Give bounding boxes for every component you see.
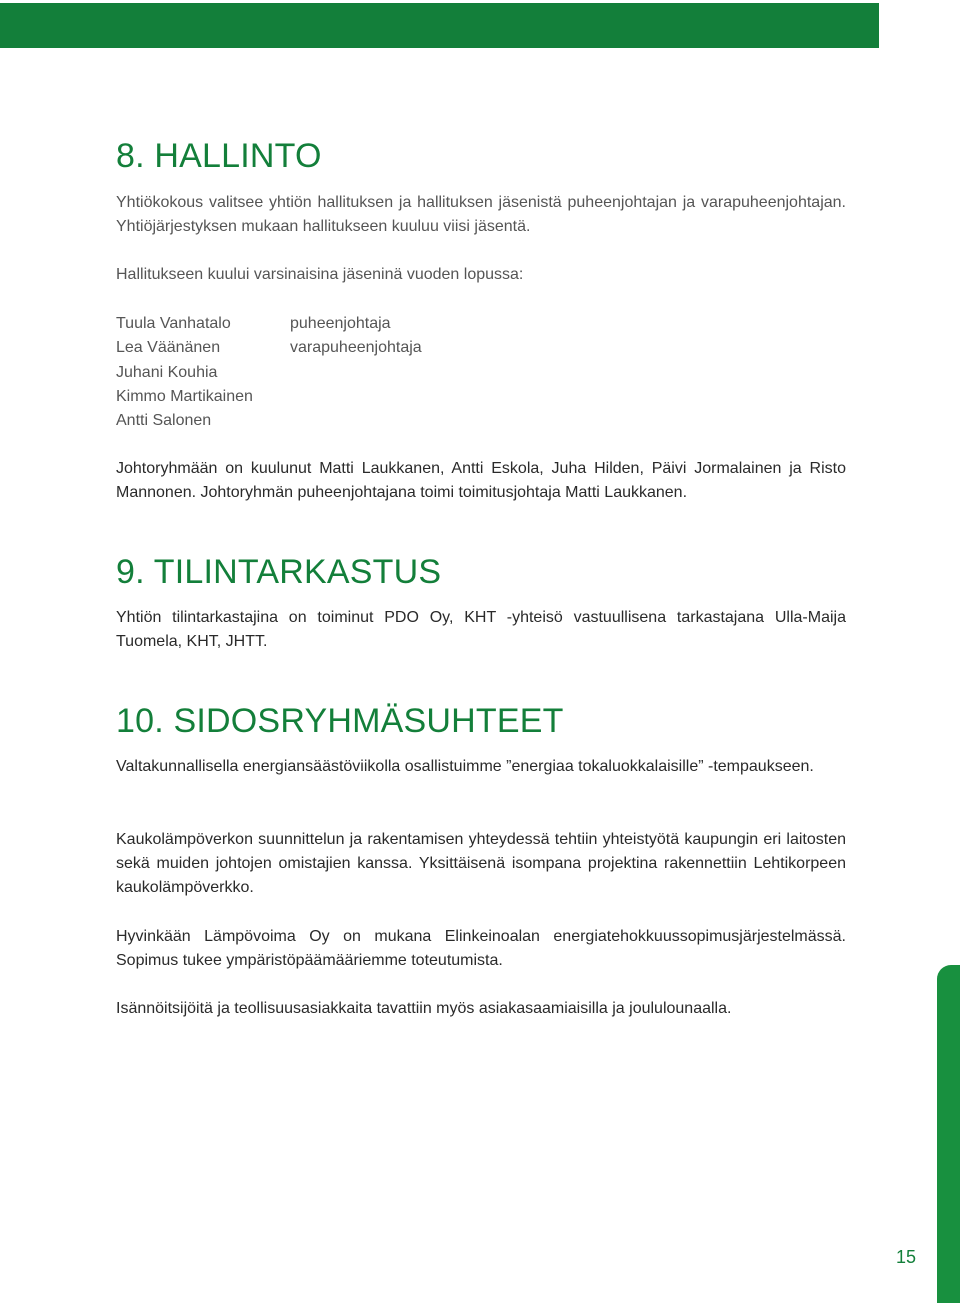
- page-number: 15: [895, 1247, 917, 1267]
- member-name: Antti Salonen: [116, 412, 212, 430]
- member-name: Tuula Vanhatalo: [116, 315, 231, 332]
- top-green-bar: [0, 3, 879, 48]
- section-heading-hallinto: 8. HALLINTO: [116, 137, 322, 175]
- board-member-row: [116, 385, 422, 409]
- member-role: puheenjohtaja: [290, 315, 391, 332]
- side-green-tab: [937, 965, 960, 1303]
- board-intro: Hallitukseen kuului varsinaisina jäseninä vuoden lopussa:: [116, 266, 524, 283]
- section-heading-tilintarkastus: 9. TILINTARKASTUS: [116, 553, 442, 591]
- member-role: varapuheenjohtaja: [290, 339, 422, 357]
- member-name: Kimmo Martikainen: [116, 387, 253, 405]
- board-member-row: [116, 361, 422, 385]
- hallinto-intro: Yhtiökokous valitsee yhtiön hallituksen ja hallituksen jäsenistä puheenjohtajan ja varapuheenjohtajan. Yhtiöjärjestyksen mukaan hallitukseen kuuluu viisi jäsentä.: [116, 194, 846, 235]
- board-member-list: [116, 312, 422, 433]
- board-member-row: [116, 336, 422, 360]
- stakeholder-paragraph: Kaukolämpöverkon suunnittelun ja rakentamisen yhteydessä tehtiin yhteistyötä kaupungin eri laitosten sekä muiden johtojen omistajien kanssa. Yksittäisenä isompana projektina rakennettiin Lehtikorpeen kaukolämpöverkko.: [116, 831, 846, 896]
- stakeholder-paragraph: Valtakunnallisella energiansäästöviikolla osallistuimme ”energiaa tokaluokkalaisille” -tempaukseen.: [116, 758, 814, 775]
- stakeholder-paragraph: Hyvinkään Lämpövoima Oy on mukana Elinkeinoalan energiatehokkuussopimusjärjestelmässä. Sopimus tukee ympäristöpäämääriemme toteutumista.: [116, 928, 846, 969]
- audit-text: Yhtiön tilintarkastajina on toiminut PDO Oy, KHT -yhteisö vastuullisena tarkastajana Ulla-Maija Tuomela, KHT, JHTT.: [116, 609, 846, 650]
- stakeholder-paragraph: Isännöitsijöitä ja teollisuusasiakkaita tavattiin myös asiakasaamiaisilla ja joululounaalla.: [116, 1000, 732, 1017]
- management-group-text: Johtoryhmään on kuulunut Matti Laukkanen, Antti Eskola, Juha Hilden, Päivi Jormalainen ja Risto Mannonen. Johtoryhmän puheenjohtajana toimi toimitusjohtaja Matti Laukkanen.: [116, 460, 846, 501]
- section-heading-sidosryhmasuhteet: 10. SIDOSRYHMÄSUHTEET: [116, 702, 564, 740]
- board-member-row: [116, 312, 422, 336]
- member-name: Juhani Kouhia: [116, 363, 218, 381]
- member-name: Lea Väänänen: [116, 339, 221, 357]
- board-member-row: [116, 409, 422, 433]
